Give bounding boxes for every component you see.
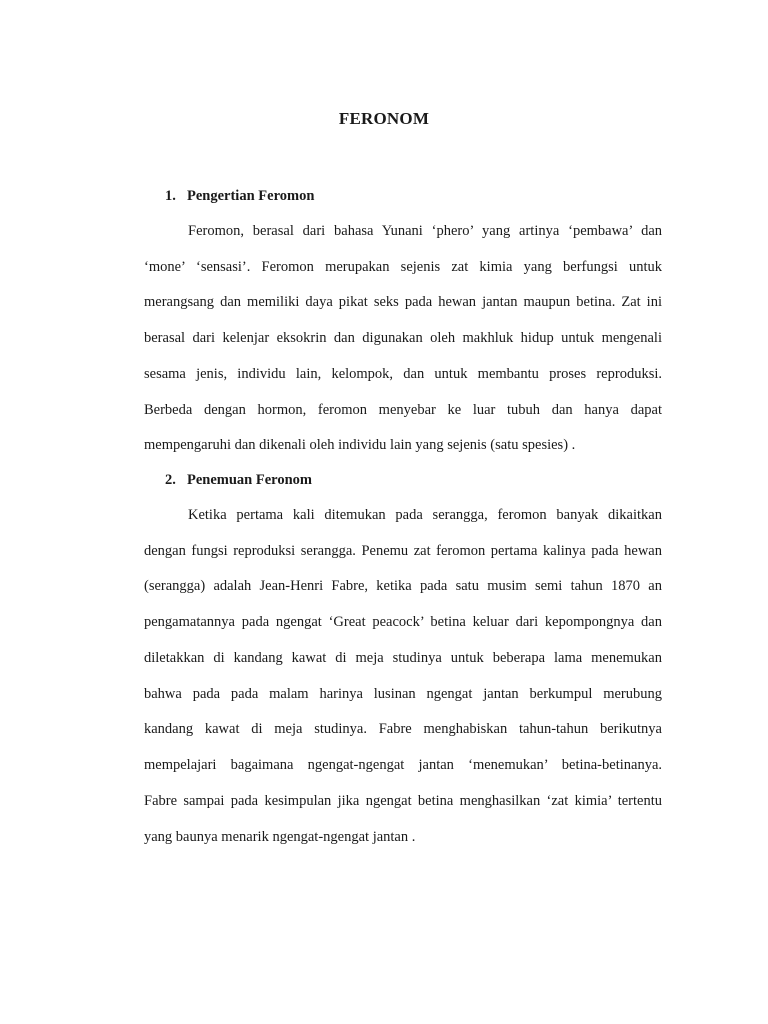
paragraph-line: kandang kawat di meja studinya. Fabre menghabiskan tahun-tahun berikutnya	[144, 721, 662, 737]
paragraph-line: (serangga) adalah Jean-Henri Fabre, ketika pada satu musim semi tahun 1870 an	[144, 578, 662, 594]
paragraph-line: berasal dari kelenjar eksokrin dan digunakan oleh makhluk hidup untuk mengenali	[144, 330, 662, 346]
paragraph-line: ‘mone’ ‘sensasi’. Feromon merupakan sejenis zat kimia yang berfungsi untuk	[144, 259, 662, 275]
section-title: Pengertian Feromon	[187, 188, 315, 204]
section-number: 2.	[165, 472, 176, 488]
paragraph-line: bahwa pada pada malam harinya lusinan ngengat jantan berkumpul merubung	[144, 686, 662, 702]
paragraph-line: Feromon, berasal dari bahasa Yunani ‘phero’ yang artinya ‘pembawa’ dan	[188, 223, 662, 239]
paragraph-line: diletakkan di kandang kawat di meja studinya untuk beberapa lama menemukan	[144, 650, 662, 666]
paragraph-line: yang baunya menarik ngengat-ngengat jantan .	[144, 829, 416, 845]
paragraph-line: mempengaruhi dan dikenali oleh individu lain yang sejenis (satu spesies) .	[144, 437, 576, 453]
section-heading-pengertian	[165, 186, 314, 206]
section-title: Penemuan Feronom	[187, 472, 312, 488]
paragraph-line: sesama jenis, individu lain, kelompok, dan untuk membantu proses reproduksi.	[144, 366, 662, 382]
paragraph-line: Ketika pertama kali ditemukan pada serangga, feromon banyak dikaitkan	[188, 507, 662, 523]
paragraph-line: mempelajari bagaimana ngengat-ngengat jantan ‘menemukan’ betina-betinanya.	[144, 757, 662, 773]
paragraph-line: Fabre sampai pada kesimpulan jika ngengat betina menghasilkan ‘zat kimia’ tertentu	[144, 793, 662, 809]
paragraph-line: merangsang dan memiliki daya pikat seks pada hewan jantan maupun betina. Zat ini	[144, 294, 662, 310]
section-heading-penemuan	[165, 470, 312, 490]
page-title: FERONOM	[338, 109, 430, 128]
paragraph-line: dengan fungsi reproduksi serangga. Penemu zat feromon pertama kalinya pada hewan	[144, 543, 662, 559]
section-number: 1.	[165, 188, 176, 204]
paragraph-line: pengamatannya pada ngengat ‘Great peacock’ betina keluar dari kepompongnya dan	[144, 614, 662, 630]
paragraph-line: Berbeda dengan hormon, feromon menyebar ke luar tubuh dan hanya dapat	[144, 402, 662, 418]
